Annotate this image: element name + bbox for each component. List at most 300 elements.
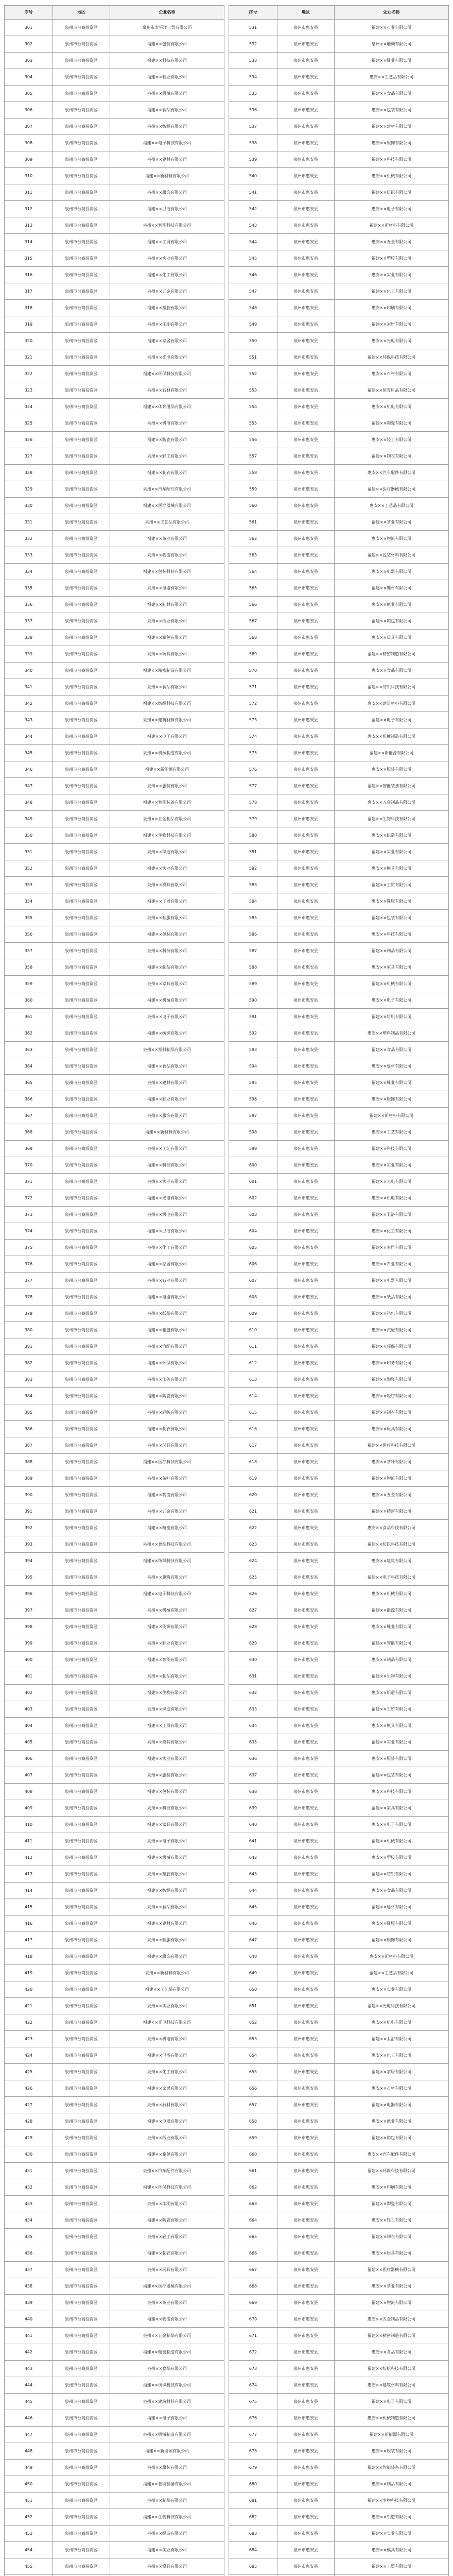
cell-index: 533 [229, 53, 277, 69]
cell-region: 泉州市惠安县 [277, 481, 334, 498]
cell-region: 泉州市台商投资区 [53, 1075, 110, 1091]
table-row [229, 2361, 449, 2377]
cell-company: 福建××生物科技有限公司 [334, 811, 448, 827]
cell-region: 泉州市台商投资区 [53, 349, 110, 366]
cell-index: 435 [5, 2229, 53, 2245]
table-row [229, 2047, 449, 2064]
cell-company: 福建××医疗科技有限公司 [334, 1437, 448, 1454]
cell-region: 泉州市台商投资区 [53, 135, 110, 151]
cell-company: 惠安××建材有限公司 [334, 1058, 448, 1075]
cell-region: 泉州市惠安县 [277, 448, 334, 465]
cell-region: 泉州市惠安县 [277, 168, 334, 184]
cell-index: 318 [5, 300, 53, 316]
cell-company: 泉州××石材有限公司 [110, 2097, 224, 2113]
cell-company: 惠安××汽配有限公司 [334, 1322, 448, 1338]
cell-company: 福建××纺织有限公司 [334, 1009, 448, 1025]
cell-region: 泉州市惠安县 [277, 2295, 334, 2311]
cell-company: 福建××塑胶有限公司 [334, 250, 448, 267]
cell-index: 314 [5, 234, 53, 250]
cell-company: 福建××家居有限公司 [334, 1240, 448, 1256]
cell-region: 泉州市惠安县 [277, 151, 334, 168]
cell-index: 421 [5, 1998, 53, 2014]
cell-index: 559 [229, 481, 277, 498]
cell-company: 福建××制品有限公司 [334, 943, 448, 959]
table-row [229, 168, 449, 184]
cell-index: 431 [5, 2163, 53, 2179]
cell-company: 福建××电器有限公司 [334, 1273, 448, 1289]
cell-company: 惠安××家具有限公司 [334, 959, 448, 976]
cell-company: 福建××食品有限公司 [334, 1042, 448, 1058]
cell-index: 581 [229, 844, 277, 860]
table-row [5, 1602, 224, 1619]
cell-region: 泉州市台商投资区 [53, 1108, 110, 1124]
cell-index: 632 [229, 1685, 277, 1701]
cell-index: 645 [229, 1899, 277, 1916]
cell-company: 福建××工贸有限公司 [110, 234, 224, 250]
cell-region: 泉州市台商投资区 [53, 679, 110, 696]
cell-index: 450 [5, 2476, 53, 2493]
cell-index: 665 [229, 2229, 277, 2245]
table-row [5, 1503, 224, 1520]
cell-index: 546 [229, 267, 277, 283]
table-row [229, 893, 449, 910]
cell-company: 惠安××纸业有限公司 [334, 2113, 448, 2130]
cell-region: 泉州市台商投资区 [53, 1437, 110, 1454]
cell-region: 泉州市惠安县 [277, 1817, 334, 1833]
cell-index: 566 [229, 597, 277, 613]
cell-company: 福建××纺织科技有限公司 [110, 1553, 224, 1569]
cell-region: 泉州市惠安县 [277, 2443, 334, 2460]
cell-company: 泉州××新材料有限公司 [110, 1965, 224, 1981]
table-row [229, 1800, 449, 1817]
cell-index: 446 [5, 2410, 53, 2427]
table-row [5, 2080, 224, 2097]
cell-index: 355 [5, 910, 53, 926]
cell-region: 泉州市惠安县 [277, 1635, 334, 1652]
cell-region: 泉州市台商投资区 [53, 926, 110, 943]
cell-index: 433 [5, 2196, 53, 2212]
cell-index: 653 [229, 2031, 277, 2047]
table-row [229, 2443, 449, 2460]
table-row [229, 1948, 449, 1965]
cell-company: 泉州××智能科技有限公司 [110, 217, 224, 234]
cell-region: 泉州市台商投资区 [53, 1454, 110, 1470]
table-row [229, 1437, 449, 1454]
cell-region: 泉州市惠安县 [277, 1916, 334, 1932]
cell-region: 泉州市台商投资区 [53, 959, 110, 976]
table-row [5, 300, 224, 316]
cell-company: 福建××智能装备有限公司 [334, 778, 448, 794]
cell-company: 福建××物流有限公司 [334, 1470, 448, 1487]
cell-index: 337 [5, 613, 53, 630]
table-row [5, 1932, 224, 1948]
table-row [229, 1751, 449, 1767]
cell-company: 福建××新能源有限公司 [334, 2427, 448, 2443]
cell-index: 301 [5, 20, 53, 36]
cell-company: 惠安××织造有限公司 [334, 827, 448, 844]
cell-company: 福建××精密有限公司 [334, 1503, 448, 1520]
cell-company: 惠安××机电有限公司 [334, 2014, 448, 2031]
cell-index: 313 [5, 217, 53, 234]
cell-index: 555 [229, 415, 277, 432]
cell-company: 泉州××印务有限公司 [110, 1371, 224, 1388]
cell-region: 泉州市惠安县 [277, 1273, 334, 1289]
cell-region: 泉州市惠安县 [277, 135, 334, 151]
cell-region: 泉州市惠安县 [277, 432, 334, 448]
table-row [5, 1668, 224, 1685]
table-row [5, 1981, 224, 1998]
cell-region: 泉州市台商投资区 [53, 382, 110, 399]
cell-company: 福建××箱包有限公司 [110, 2146, 224, 2163]
cell-index: 664 [229, 2212, 277, 2229]
table-row [229, 1470, 449, 1487]
cell-index: 326 [5, 432, 53, 448]
cell-index: 531 [229, 20, 277, 36]
table-row [5, 1767, 224, 1784]
cell-index: 454 [5, 2542, 53, 2558]
table-row [5, 728, 224, 745]
cell-region: 泉州市台商投资区 [53, 1652, 110, 1668]
cell-region: 泉州市台商投资区 [53, 564, 110, 580]
table-row [5, 1866, 224, 1883]
table-row [229, 1685, 449, 1701]
cell-index: 348 [5, 794, 53, 811]
table-row [5, 168, 224, 184]
cell-company: 惠安××鞋服有限公司 [334, 893, 448, 910]
cell-region: 泉州市惠安县 [277, 1833, 334, 1850]
cell-index: 452 [5, 2509, 53, 2526]
table-row [229, 1207, 449, 1223]
cell-index: 332 [5, 531, 53, 547]
cell-company: 惠安××食品有限公司 [334, 663, 448, 679]
table-row [229, 2031, 449, 2047]
cell-company: 福建××制衣有限公司 [110, 465, 224, 481]
cell-region: 泉州市台商投资区 [53, 778, 110, 794]
cell-index: 369 [5, 1141, 53, 1157]
cell-index: 557 [229, 448, 277, 465]
table-row [229, 860, 449, 877]
cell-company: 福建××陶瓷有限公司 [110, 432, 224, 448]
cell-index: 356 [5, 926, 53, 943]
cell-index: 680 [229, 2476, 277, 2493]
cell-region: 泉州市台商投资区 [53, 1388, 110, 1404]
cell-index: 570 [229, 663, 277, 679]
cell-index: 345 [5, 745, 53, 761]
cell-index: 423 [5, 2031, 53, 2047]
cell-index: 400 [5, 1652, 53, 1668]
cell-index: 543 [229, 217, 277, 234]
cell-company: 福建××实业有限公司 [110, 2542, 224, 2558]
cell-company: 惠安××五金有限公司 [334, 234, 448, 250]
cell-index: 334 [5, 564, 53, 580]
cell-company: 惠安××建筑材料有限公司 [334, 2377, 448, 2394]
cell-company: 福建××医疗器械有限公司 [110, 498, 224, 514]
cell-region: 泉州市惠安县 [277, 778, 334, 794]
table-row [5, 102, 224, 118]
cell-region: 泉州市惠安县 [277, 1371, 334, 1388]
cell-index: 432 [5, 2179, 53, 2196]
table-row [5, 1437, 224, 1454]
cell-company: 福建××医疗器械有限公司 [334, 481, 448, 498]
cell-region: 泉州市台商投资区 [53, 827, 110, 844]
cell-index: 360 [5, 992, 53, 1009]
cell-region: 泉州市惠安县 [277, 2526, 334, 2542]
table-row [5, 1470, 224, 1487]
cell-region: 泉州市惠安县 [277, 1470, 334, 1487]
table-row [229, 1899, 449, 1916]
cell-index: 654 [229, 2047, 277, 2064]
table-row [229, 2080, 449, 2097]
cell-company: 福建××包装有限公司 [334, 910, 448, 926]
cell-region: 泉州市惠安县 [277, 2460, 334, 2476]
cell-index: 676 [229, 2410, 277, 2427]
cell-company: 福建××机械有限公司 [334, 976, 448, 992]
table-row [229, 283, 449, 300]
cell-company: 福建××制品有限公司 [110, 959, 224, 976]
cell-region: 泉州市台商投资区 [53, 1536, 110, 1553]
cell-company: 泉州××建材有限公司 [110, 1075, 224, 1091]
cell-index: 347 [5, 778, 53, 794]
cell-company: 福建××电子有限公司 [334, 712, 448, 728]
cell-region: 泉州市台商投资区 [53, 844, 110, 860]
table-row [229, 432, 449, 448]
table-row [229, 366, 449, 382]
cell-company: 惠安××光电有限公司 [334, 333, 448, 349]
cell-index: 585 [229, 910, 277, 926]
cell-index: 439 [5, 2295, 53, 2311]
table-row [5, 1454, 224, 1470]
cell-index: 663 [229, 2196, 277, 2212]
cell-company: 惠安××服装有限公司 [334, 1751, 448, 1767]
table-row [5, 2295, 224, 2311]
cell-company: 泉州××轻纺有限公司 [110, 1404, 224, 1421]
table-row [229, 1075, 449, 1091]
cell-company: 福建××能源有限公司 [334, 1602, 448, 1619]
cell-company: 福建××生物有限公司 [334, 1668, 448, 1685]
cell-index: 616 [229, 1421, 277, 1437]
cell-index: 407 [5, 1767, 53, 1784]
cell-company: 泉州××机电有限公司 [110, 415, 224, 432]
cell-company: 泉州××服装有限公司 [110, 2460, 224, 2476]
table-row [5, 432, 224, 448]
cell-company: 福建××生物科技有限公司 [110, 827, 224, 844]
cell-company: 福建××物流有限公司 [110, 1487, 224, 1503]
cell-company: 福建××家居有限公司 [110, 2080, 224, 2097]
table-row [229, 1404, 449, 1421]
cell-index: 576 [229, 761, 277, 778]
cell-index: 330 [5, 498, 53, 514]
table-row [5, 2427, 224, 2443]
table-row [229, 1124, 449, 1141]
table-row [229, 728, 449, 745]
cell-index: 545 [229, 250, 277, 267]
cell-company: 惠安××印务有限公司 [334, 1355, 448, 1371]
table-row [229, 1454, 449, 1470]
cell-index: 544 [229, 234, 277, 250]
cell-region: 泉州市惠安县 [277, 1602, 334, 1619]
cell-region: 泉州市惠安县 [277, 794, 334, 811]
cell-region: 泉州市台商投资区 [53, 976, 110, 992]
cell-company: 惠安××茶叶有限公司 [334, 1454, 448, 1470]
table-row [229, 761, 449, 778]
cell-company: 福建××家居有限公司 [334, 2064, 448, 2080]
cell-index: 373 [5, 1207, 53, 1223]
left-column [4, 5, 224, 2576]
cell-region: 泉州市台商投资区 [53, 1916, 110, 1932]
cell-index: 370 [5, 1157, 53, 1174]
cell-region: 泉州市惠安县 [277, 2542, 334, 2558]
cell-index: 437 [5, 2262, 53, 2278]
cell-company: 福建××机械有限公司 [110, 992, 224, 1009]
cell-index: 443 [5, 2361, 53, 2377]
table-row [5, 646, 224, 663]
cell-index: 427 [5, 2097, 53, 2113]
cell-index: 679 [229, 2460, 277, 2476]
cell-index: 666 [229, 2245, 277, 2262]
cell-index: 305 [5, 86, 53, 102]
table-row [5, 481, 224, 498]
table-row [5, 1025, 224, 1042]
cell-region: 泉州市惠安县 [277, 2278, 334, 2295]
cell-region: 泉州市惠安县 [277, 1256, 334, 1273]
cell-index: 630 [229, 1652, 277, 1668]
table-row [5, 1965, 224, 1981]
cell-company: 福建××实业有限公司 [110, 860, 224, 877]
table-row [5, 1091, 224, 1108]
cell-region: 泉州市台商投资区 [53, 2113, 110, 2130]
table-row [5, 1207, 224, 1223]
cell-index: 587 [229, 943, 277, 959]
cell-region: 泉州市台商投资区 [53, 761, 110, 778]
cell-index: 685 [229, 2558, 277, 2575]
cell-index: 438 [5, 2278, 53, 2295]
cell-index: 647 [229, 1932, 277, 1948]
cell-company: 福建××服饰有限公司 [334, 1932, 448, 1948]
cell-region: 泉州市台商投资区 [53, 1553, 110, 1569]
cell-region: 泉州市惠安县 [277, 1652, 334, 1668]
cell-company: 福建××建材有限公司 [334, 1899, 448, 1916]
cell-region: 泉州市惠安县 [277, 1965, 334, 1981]
cell-region: 泉州市惠安县 [277, 2080, 334, 2097]
cell-index: 385 [5, 1404, 53, 1421]
cell-company: 福建××新能源有限公司 [334, 745, 448, 761]
table-row [5, 1388, 224, 1404]
table-row [5, 1569, 224, 1586]
table-row [229, 745, 449, 761]
table-row [5, 1421, 224, 1437]
table-row [229, 2427, 449, 2443]
table-row [229, 1668, 449, 1685]
cell-region: 泉州市台商投资区 [53, 53, 110, 69]
table-row [229, 2558, 449, 2575]
cell-index: 333 [5, 547, 53, 564]
cell-company: 福建××化工有限公司 [334, 283, 448, 300]
cell-region: 泉州市惠安县 [277, 382, 334, 399]
cell-company: 惠安××食品有限公司 [334, 1883, 448, 1899]
cell-company: 泉州××玩具有限公司 [110, 2262, 224, 2278]
cell-index: 353 [5, 877, 53, 893]
table-row [5, 1916, 224, 1932]
cell-company: 福建××智能有限公司 [110, 1652, 224, 1668]
table-row [229, 2526, 449, 2542]
cell-company: 福建××陶瓷有限公司 [110, 2212, 224, 2229]
cell-company: 惠安××汽车配件有限公司 [334, 465, 448, 481]
table-row [5, 696, 224, 712]
cell-index: 608 [229, 1289, 277, 1306]
cell-region: 泉州市惠安县 [277, 1520, 334, 1536]
cell-company: 福建××食品有限公司 [110, 102, 224, 118]
cell-index: 673 [229, 2361, 277, 2377]
cell-company: 泉州××食品有限公司 [110, 1899, 224, 1916]
table-row [229, 151, 449, 168]
cell-index: 351 [5, 844, 53, 860]
cell-company: 惠安××建筑材料有限公司 [334, 696, 448, 712]
cell-index: 629 [229, 1635, 277, 1652]
cell-region: 泉州市惠安县 [277, 679, 334, 696]
cell-index: 671 [229, 2328, 277, 2344]
cell-company: 福建××卫浴有限公司 [110, 1223, 224, 1240]
cell-index: 384 [5, 1388, 53, 1404]
table-row [5, 2394, 224, 2410]
table-row [5, 1223, 224, 1240]
table-row [5, 20, 224, 36]
cell-company: 福建××环保科技有限公司 [334, 349, 448, 366]
cell-index: 429 [5, 2130, 53, 2146]
cell-company: 福建××医疗科技有限公司 [110, 1454, 224, 1470]
cell-company: 泉州××制品有限公司 [110, 1668, 224, 1685]
cell-region: 泉州市台商投资区 [53, 1273, 110, 1289]
table-row [229, 1553, 449, 1569]
table-row [229, 250, 449, 267]
table-row [5, 2476, 224, 2493]
cell-region: 泉州市台商投资区 [53, 1207, 110, 1223]
header-index: 序号 [5, 6, 53, 20]
cell-company: 福建××鞋业有限公司 [334, 1075, 448, 1091]
table-row [5, 679, 224, 696]
table-body-right [229, 20, 449, 2576]
cell-index: 599 [229, 1141, 277, 1157]
cell-company: 福建××纺织科技有限公司 [334, 1536, 448, 1553]
table-row [5, 1998, 224, 2014]
cell-company: 泉州××实业有限公司 [110, 250, 224, 267]
cell-index: 601 [229, 1174, 277, 1190]
cell-company: 惠安××机械有限公司 [334, 168, 448, 184]
cell-region: 泉州市台商投资区 [53, 1685, 110, 1701]
cell-index: 309 [5, 151, 53, 168]
cell-region: 泉州市台商投资区 [53, 2229, 110, 2245]
cell-region: 泉州市台商投资区 [53, 267, 110, 283]
cell-company: 福建××纺织科技有限公司 [110, 696, 224, 712]
table-row [5, 910, 224, 926]
cell-region: 泉州市惠安县 [277, 2377, 334, 2394]
cell-index: 387 [5, 1437, 53, 1454]
cell-company: 惠安××食品有限公司 [334, 2344, 448, 2361]
table-row [229, 663, 449, 679]
cell-index: 553 [229, 382, 277, 399]
cell-region: 泉州市惠安县 [277, 2146, 334, 2163]
table-row [5, 1817, 224, 1833]
cell-company: 泉州××模具有限公司 [110, 877, 224, 893]
cell-company: 福建××电子有限公司 [334, 2394, 448, 2410]
table-row [229, 1108, 449, 1124]
cell-region: 泉州市台商投资区 [53, 2542, 110, 2558]
cell-index: 595 [229, 1075, 277, 1091]
cell-company: 福建××精密有限公司 [110, 1520, 224, 1536]
table-row [5, 2097, 224, 2113]
cell-region: 泉州市台商投资区 [53, 2295, 110, 2311]
cell-region: 泉州市惠安县 [277, 118, 334, 135]
cell-region: 泉州市惠安县 [277, 217, 334, 234]
